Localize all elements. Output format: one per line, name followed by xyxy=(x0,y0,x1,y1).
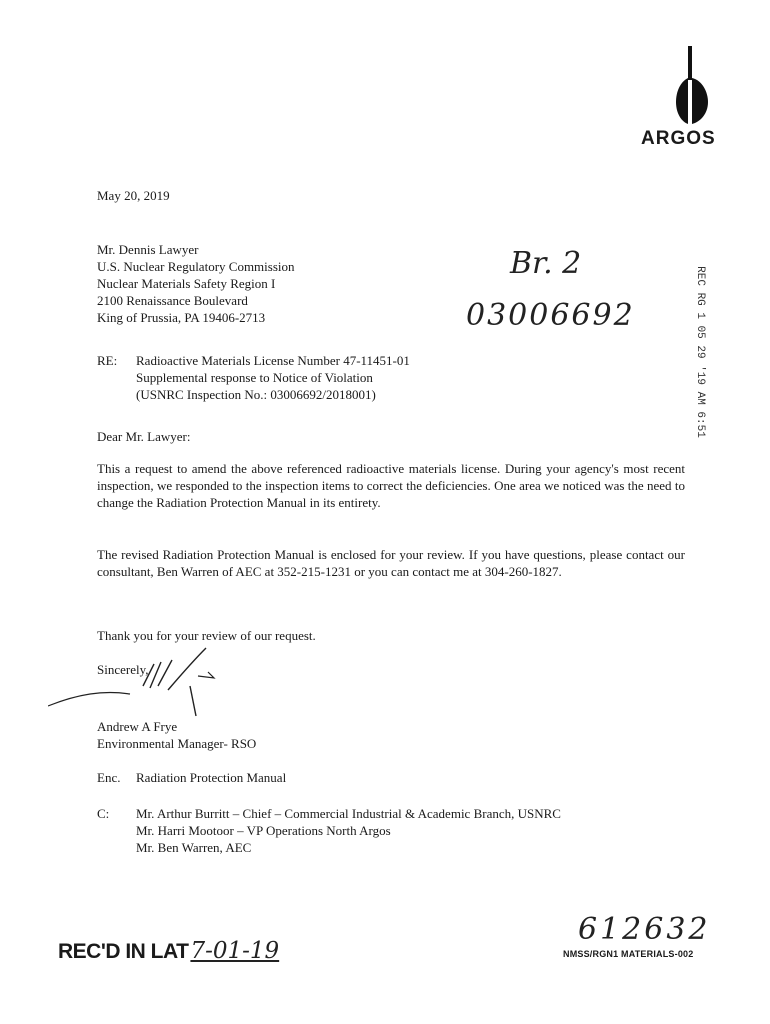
received-stamp xyxy=(58,938,279,964)
recipient-line: Nuclear Materials Safety Region I xyxy=(97,276,276,291)
region-stamp: NMSS/RGN1 MATERIALS-002 xyxy=(563,949,694,959)
cc-list xyxy=(136,805,561,856)
enclosure-text: Radiation Protection Manual xyxy=(136,770,287,785)
recipient-line: U.S. Nuclear Regulatory Commission xyxy=(97,259,295,274)
signature-scribble-icon xyxy=(48,646,228,726)
cc-line: Mr. Arthur Burritt – Chief – Commercial Industrial & Academic Branch, USNRC xyxy=(136,806,561,821)
cc-line: Mr. Harri Mootoor – VP Operations North Argos xyxy=(136,823,391,838)
body-paragraph-2: The revised Radiation Protection Manual is enclosed for your review. If you have questions, please contact our consultant, Ben Warren of AEC at 352-215-1231 or you can contact me at 304-260-1827. xyxy=(97,547,685,579)
body-paragraph-3: Thank you for your review of our request. xyxy=(97,628,316,643)
argos-logo-icon xyxy=(636,42,736,126)
recipient-line: King of Prussia, PA 19406-2713 xyxy=(97,310,266,325)
body-paragraph-1: This a request to amend the above referenced radioactive materials license. During your agency's most recent inspection, we responded to the inspection items to correct the deficiencies. One area we noticed was the need to change the Radiation Protection Manual in its entirety. xyxy=(97,461,685,510)
signer-name: Andrew A Frye xyxy=(97,719,178,734)
recipient-line: 2100 Renaissance Boulevard xyxy=(97,293,248,308)
recipient-address xyxy=(97,241,295,326)
enclosure-label: Enc. xyxy=(97,770,121,785)
re-line: (USNRC Inspection No.: 03006692/2018001) xyxy=(136,387,376,402)
cc-line: Mr. Ben Warren, AEC xyxy=(136,840,252,855)
handwritten-br-note: Br. 2 xyxy=(510,246,582,281)
received-stamp-date: 7-01-19 xyxy=(190,938,280,964)
handwritten-docket-number: 03006692 xyxy=(466,298,635,333)
re-subject xyxy=(136,352,410,403)
re-line: Radioactive Materials License Number 47-11451-01 xyxy=(136,353,410,368)
received-stamp-label: REC'D IN LAT xyxy=(58,940,189,963)
re-label: RE: xyxy=(97,353,118,368)
salutation: Dear Mr. Lawyer: xyxy=(97,429,191,444)
signer-title: Environmental Manager- RSO xyxy=(97,736,257,751)
handwritten-log-number: 612632 xyxy=(578,912,711,947)
letter-date: May 20, 2019 xyxy=(97,188,170,203)
recipient-line: Mr. Dennis Lawyer xyxy=(97,242,199,257)
side-received-stamp: REC RG 1 05 29 '19 AM 6:51 xyxy=(694,266,706,438)
re-line: Supplemental response to Notice of Violation xyxy=(136,370,373,385)
logo-wordmark: ARGOS xyxy=(641,128,716,149)
letterhead-logo xyxy=(636,42,736,152)
cc-label: C: xyxy=(97,806,110,821)
closing: Sincerely, xyxy=(97,662,149,677)
